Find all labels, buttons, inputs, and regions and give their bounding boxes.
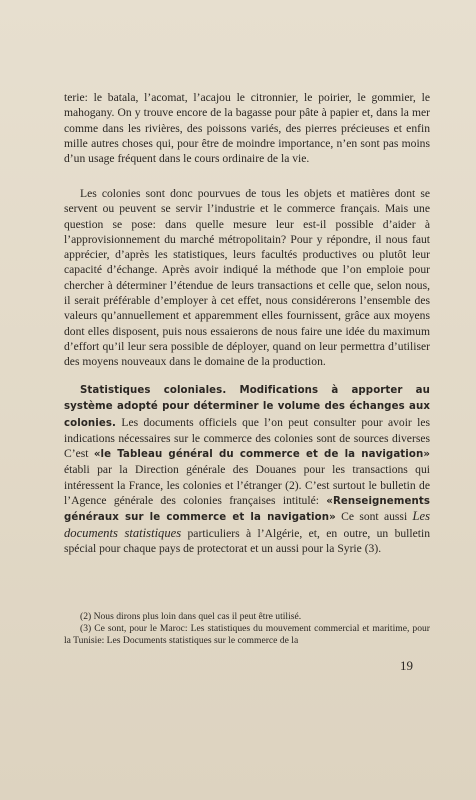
text-run: Les documents officiels que l’on peut consulter pour avoir les indications nécessaires sur le commerce des colonies sont de sources diverses C’est [64,415,430,461]
text-run: particuliers à l’Algérie, et, en outre, un bulletin spécial pour chaque pays de protectorat et un aussi pour la Syrie (3). [64,526,430,555]
document-title-tableau: «le Tableau général du commerce et de la navigation» [93,449,430,461]
footnote-2: (2) Nous dirons plus loin dans quel cas il peut être utilisé. [80,611,302,622]
page-number: 19 [400,658,413,673]
document-title-renseignements: «Renseignements généraux sur le commerce et la navigation» [64,496,430,524]
text-run: établi par la Direction générale des Douanes pour les transactions qui intéressent la France, les colonies et l’étranger (2). C’est surtout le bulletin de l’Agence générale des colonies françaises intitulé: [64,463,430,508]
paragraph-text: terie: le batala, l’acomat, l’acajou le citronnier, le poirier, le gommier, le mahogany. On y trouve encore de la bagasse pour pâte à papier et, dans la mer comme dans les rivières, des poissons variés, des pierres précieuses et enfin mille autres choses qui, pour être de moindre importance, n’en sont pas moins d’un usage fréquent dans le cours ordinaire de la vie. [64,91,430,166]
footnotes [64,611,430,648]
paragraph-body [64,382,430,556]
paragraph-continuation [64,90,430,166]
document-title-documents: Les documents statistiques [64,509,430,540]
paragraph-colonies [64,186,430,370]
paragraph-statistiques [64,382,430,556]
footnote-3: (3) Ce sont, pour le Maroc: Les statistiques du mouvement commercial et maritime, pour la Tunisie: Les Documents statistiques sur le commerce de la [64,623,430,647]
paragraph-text: Les colonies sont donc pourvues de tous les objets et matières dont se servent ou peuvent se servir l’industrie et le commerce français. Mais une question se pose: dans quelle mesure leur est-il possible d’aider à l’approvisionnement du marché métropolitain? Pour y répondre, il nous faut apprécier, d’après les statistiques, leurs facultés productives ou plutôt leur capacité d’échange. Après avoir indiqué la méthode que l’on emploie pour chercher à déterminer l’étendue de leurs transactions et celle que, selon nous, il serait préférable d’employer à cet effet, nous considérerons l’ensemble des valeurs qu’annuellement et apparemment elles fournissent, grâce aux moyens dont elles disposent, puis nous essaierons de nous faire une idée du maximum d’effort qu’il leur sera possible de déployer, quand on leur permettra d’utiliser des moyens nouveaux dans le domaine de la production. [64,187,430,369]
section-heading: Statistiques coloniales. Modifications à apporter au système adopté pour déterminer le volume des échanges aux colonies. [64,385,430,429]
text-run: Ce sont aussi [335,510,413,524]
